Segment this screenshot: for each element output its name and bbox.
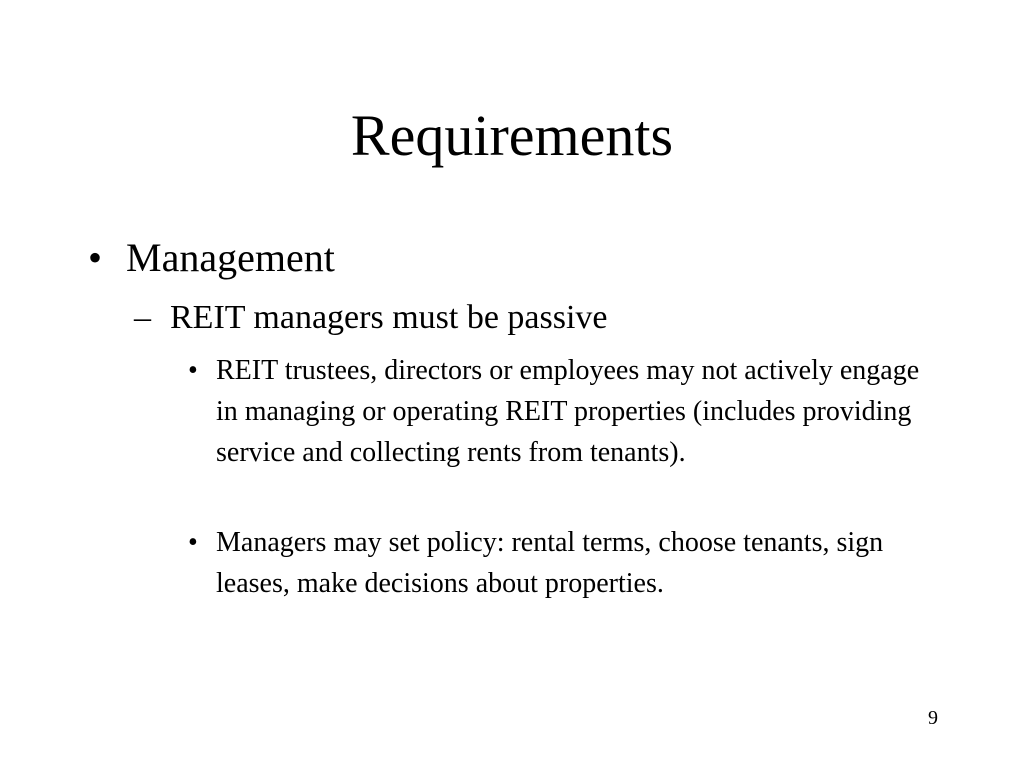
page-number: 9 bbox=[928, 707, 938, 729]
bullet-icon: • bbox=[88, 235, 103, 280]
dash-icon: – bbox=[134, 299, 151, 336]
bullet-text: Management bbox=[126, 235, 335, 280]
slide-title: Requirements bbox=[350, 103, 674, 168]
bullet-icon: • bbox=[188, 355, 198, 386]
subbullet-text: REIT managers must be passive bbox=[170, 299, 608, 336]
bullet-icon: • bbox=[188, 527, 198, 558]
detail-text: REIT trustees, directors or employees may not actively engage in managing or operating REIT properties (includes providing service and collecting rents from tenants). bbox=[216, 355, 920, 468]
detail-text: Managers may set policy: rental terms, choose tenants, sign leases, make decisions about properties. bbox=[216, 527, 884, 599]
